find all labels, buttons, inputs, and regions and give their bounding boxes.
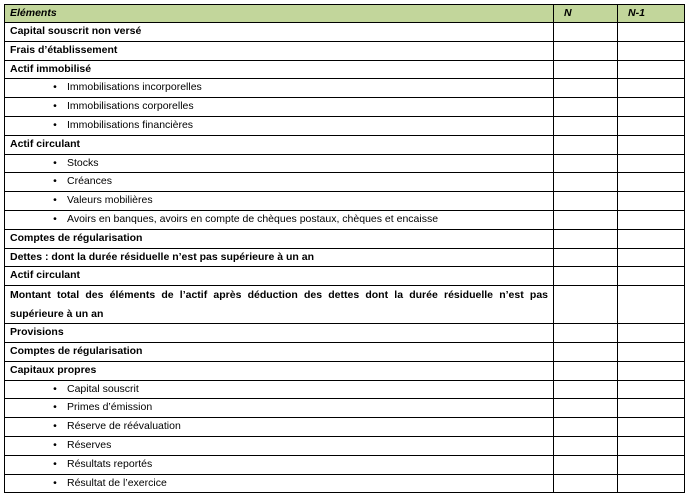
bullet-marker: • — [53, 438, 57, 451]
element-label: Réserves — [67, 438, 112, 451]
element-cell — [5, 79, 554, 98]
element-label: Comptes de régularisation — [5, 229, 554, 248]
bullet-marker: • — [53, 476, 57, 489]
bullet-marker: • — [53, 100, 57, 113]
value-n1-cell[interactable] — [618, 455, 685, 474]
header-n1: N-1 — [618, 5, 685, 23]
value-n-cell[interactable] — [554, 98, 618, 117]
element-cell — [5, 154, 554, 173]
value-n-cell[interactable] — [554, 436, 618, 455]
value-n-cell[interactable] — [554, 79, 618, 98]
value-n-cell[interactable] — [554, 267, 618, 286]
table-row — [5, 436, 685, 455]
table-row — [5, 286, 685, 324]
value-n1-cell[interactable] — [618, 324, 685, 343]
value-n-cell[interactable] — [554, 361, 618, 380]
table-row — [5, 267, 685, 286]
value-n1-cell[interactable] — [618, 154, 685, 173]
element-label: Immobilisations incorporelles — [67, 81, 202, 94]
value-n1-cell[interactable] — [618, 286, 685, 324]
header-n: N — [554, 5, 618, 23]
value-n1-cell[interactable] — [618, 98, 685, 117]
element-label: Capital souscrit non versé — [5, 23, 554, 42]
element-label: Actif circulant — [5, 135, 554, 154]
table-row — [5, 79, 685, 98]
element-cell — [5, 436, 554, 455]
element-label: Frais d’établissement — [5, 41, 554, 60]
element-cell — [5, 210, 554, 229]
value-n-cell[interactable] — [554, 248, 618, 267]
value-n-cell[interactable] — [554, 380, 618, 399]
value-n1-cell[interactable] — [618, 173, 685, 192]
value-n-cell[interactable] — [554, 210, 618, 229]
table-row — [5, 23, 685, 42]
bullet-marker: • — [53, 81, 57, 94]
value-n1-cell[interactable] — [618, 210, 685, 229]
bullet-marker: • — [53, 194, 57, 207]
value-n-cell[interactable] — [554, 116, 618, 135]
value-n-cell[interactable] — [554, 418, 618, 437]
table-row — [5, 361, 685, 380]
element-label: Actif circulant — [5, 267, 554, 286]
value-n1-cell[interactable] — [618, 418, 685, 437]
bullet-marker: • — [53, 382, 57, 395]
value-n-cell[interactable] — [554, 324, 618, 343]
value-n1-cell[interactable] — [618, 267, 685, 286]
table-body — [5, 23, 685, 493]
bullet-marker: • — [53, 175, 57, 188]
element-label: Stocks — [67, 156, 99, 169]
value-n1-cell[interactable] — [618, 135, 685, 154]
table-row — [5, 248, 685, 267]
element-cell — [5, 455, 554, 474]
value-n1-cell[interactable] — [618, 436, 685, 455]
value-n-cell[interactable] — [554, 286, 618, 324]
element-cell — [5, 474, 554, 493]
value-n-cell[interactable] — [554, 399, 618, 418]
value-n1-cell[interactable] — [618, 399, 685, 418]
value-n-cell[interactable] — [554, 60, 618, 79]
element-label: Montant total des éléments de l’actif après déduction des dettes dont la durée résiduelle n’est pas supérieure à un an — [5, 286, 554, 324]
bullet-marker: • — [53, 118, 57, 131]
value-n-cell[interactable] — [554, 154, 618, 173]
bullet-marker: • — [53, 420, 57, 433]
element-label: Provisions — [5, 324, 554, 343]
element-label: Capitaux propres — [5, 361, 554, 380]
value-n1-cell[interactable] — [618, 248, 685, 267]
element-cell — [5, 380, 554, 399]
table-row — [5, 41, 685, 60]
bullet-marker: • — [53, 212, 57, 225]
table-row — [5, 342, 685, 361]
element-cell — [5, 418, 554, 437]
table-row — [5, 324, 685, 343]
element-label: Comptes de régularisation — [5, 342, 554, 361]
value-n1-cell[interactable] — [618, 41, 685, 60]
table-row — [5, 60, 685, 79]
table-row — [5, 210, 685, 229]
element-label: Avoirs en banques, avoirs en compte de chèques postaux, chèques et encaisse — [67, 212, 439, 225]
table-row — [5, 229, 685, 248]
table-row — [5, 154, 685, 173]
table-row — [5, 455, 685, 474]
table-row — [5, 399, 685, 418]
element-label: Résultat de l’exercice — [67, 476, 167, 489]
table-row — [5, 135, 685, 154]
element-label: Primes d’émission — [67, 401, 153, 414]
value-n-cell[interactable] — [554, 41, 618, 60]
table-row — [5, 474, 685, 493]
value-n-cell[interactable] — [554, 342, 618, 361]
table-row — [5, 173, 685, 192]
value-n1-cell[interactable] — [618, 116, 685, 135]
element-label: Valeurs mobilières — [67, 194, 153, 207]
element-label: Immobilisations financières — [67, 118, 194, 131]
value-n-cell[interactable] — [554, 474, 618, 493]
element-label: Réserve de réévaluation — [67, 420, 181, 433]
element-cell — [5, 116, 554, 135]
header-row — [5, 5, 685, 23]
value-n1-cell[interactable] — [618, 474, 685, 493]
element-label: Créances — [67, 175, 112, 188]
element-label: Actif immobilisé — [5, 60, 554, 79]
element-cell — [5, 192, 554, 211]
value-n1-cell[interactable] — [618, 23, 685, 42]
value-n1-cell[interactable] — [618, 192, 685, 211]
element-label: Dettes : dont la durée résiduelle n’est pas supérieure à un an — [5, 248, 554, 267]
element-cell — [5, 98, 554, 117]
value-n1-cell[interactable] — [618, 361, 685, 380]
element-label: Résultats reportés — [67, 457, 153, 470]
element-cell — [5, 173, 554, 192]
value-n1-cell[interactable] — [618, 79, 685, 98]
bullet-marker: • — [53, 156, 57, 169]
balance-table — [4, 4, 685, 493]
value-n-cell[interactable] — [554, 23, 618, 42]
value-n1-cell[interactable] — [618, 342, 685, 361]
table-row — [5, 418, 685, 437]
table-row — [5, 98, 685, 117]
value-n-cell[interactable] — [554, 455, 618, 474]
table-row — [5, 192, 685, 211]
element-label: Capital souscrit — [67, 382, 139, 395]
value-n-cell[interactable] — [554, 173, 618, 192]
header-elements: Eléments — [5, 5, 554, 23]
bullet-marker: • — [53, 457, 57, 470]
element-label: Immobilisations corporelles — [67, 100, 194, 113]
value-n-cell[interactable] — [554, 229, 618, 248]
table-row — [5, 116, 685, 135]
bullet-marker: • — [53, 401, 57, 414]
value-n-cell[interactable] — [554, 135, 618, 154]
value-n1-cell[interactable] — [618, 229, 685, 248]
table-row — [5, 380, 685, 399]
value-n1-cell[interactable] — [618, 380, 685, 399]
value-n-cell[interactable] — [554, 192, 618, 211]
value-n1-cell[interactable] — [618, 60, 685, 79]
element-cell — [5, 399, 554, 418]
